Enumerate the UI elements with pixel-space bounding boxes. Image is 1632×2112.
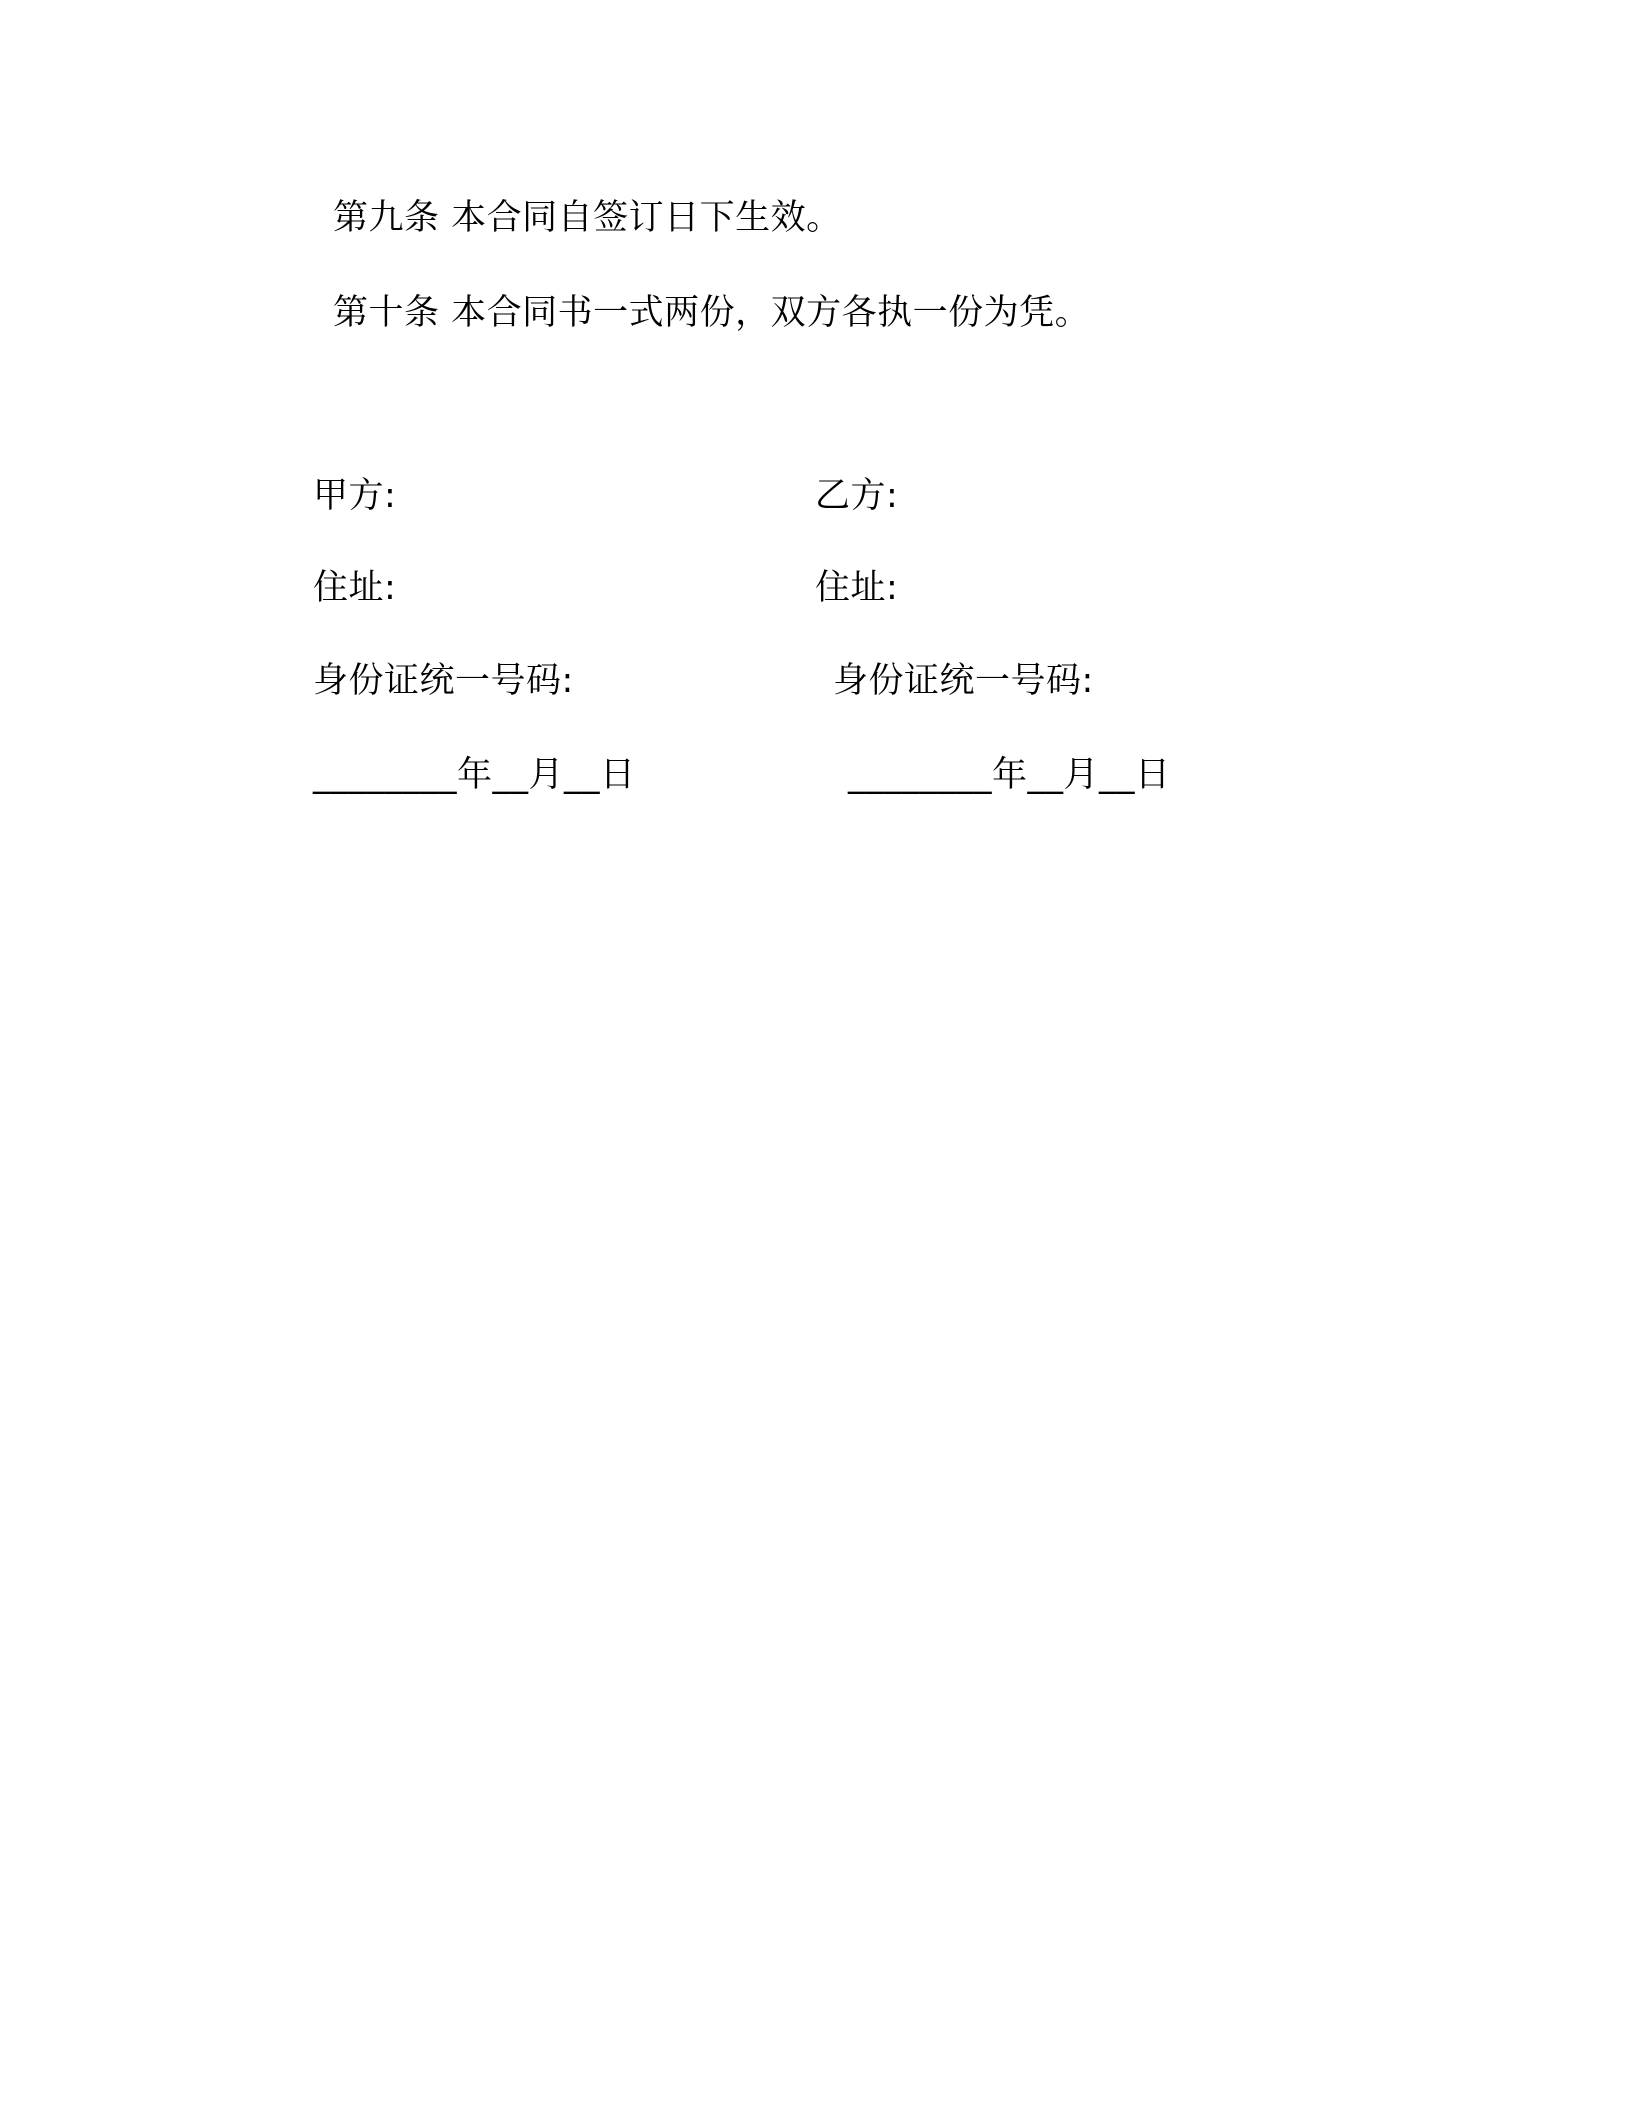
party-a-address-label: 住址: <box>313 568 397 608</box>
party-a-label: 甲方: <box>313 476 397 516</box>
party-b-label: 乙方: <box>815 476 899 516</box>
party-a-date-line: ________年__月__日 <box>313 755 636 795</box>
party-a-id-label: 身份证统一号码: <box>313 661 574 701</box>
party-b-address-label: 住址: <box>815 568 899 608</box>
article-9-text: 第九条 本合同自签订日下生效。 <box>333 198 842 238</box>
party-b-id-label: 身份证统一号码: <box>833 661 1094 701</box>
party-b-date-line: ________年__月__日 <box>848 755 1171 795</box>
article-10-text: 第十条 本合同书一式两份，双方各执一份为凭。 <box>333 293 1091 333</box>
